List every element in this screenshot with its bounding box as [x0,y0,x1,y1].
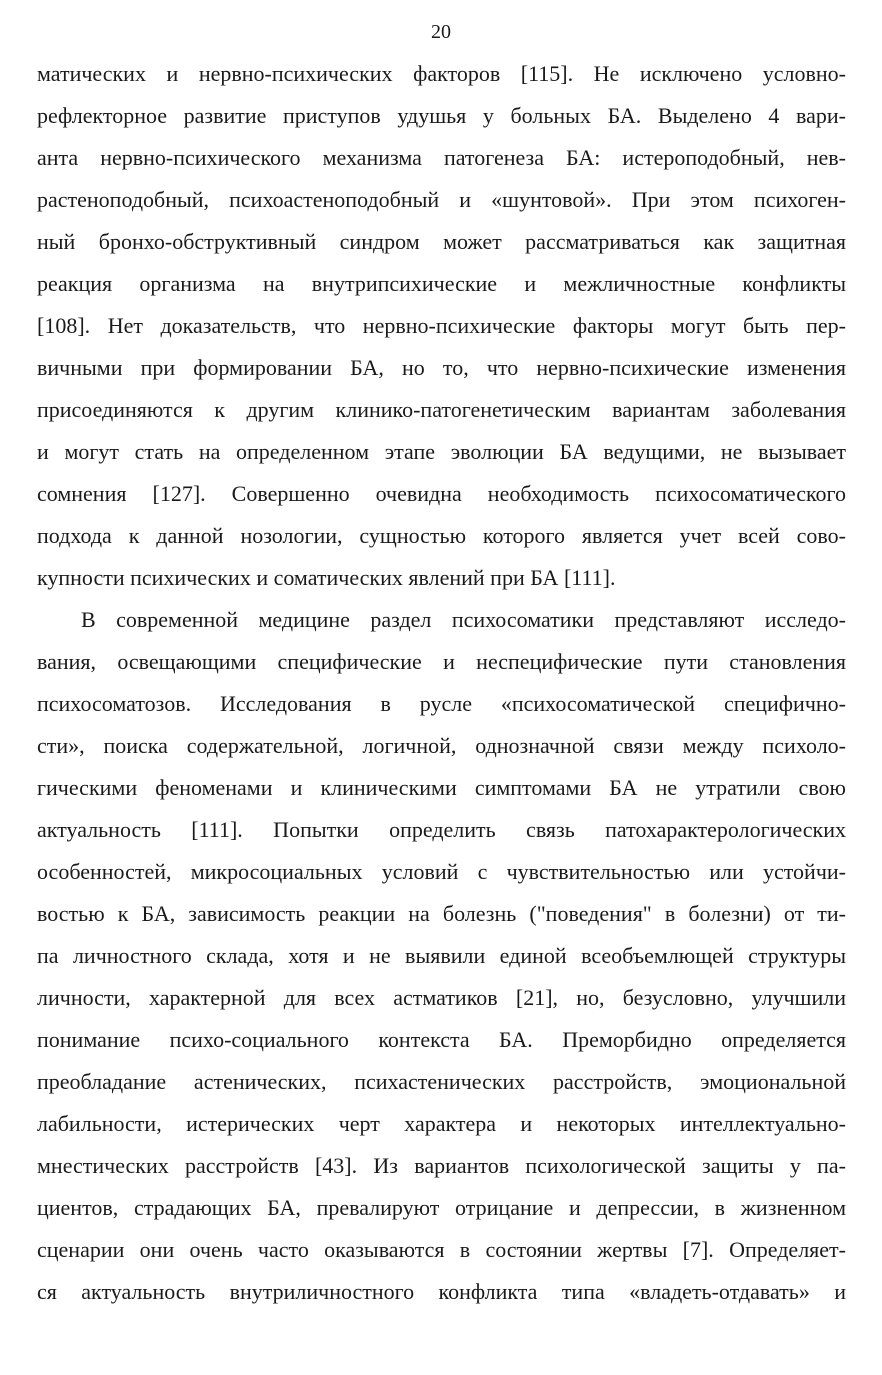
text-line: анта нервно-психического механизма патогенеза БА: истероподобный, нев- [37,145,846,170]
text-line: сомнения [127]. Совершенно очевидна необходимость психосоматического [37,481,846,506]
text-line: лабильности, истерических черт характера и некоторых интеллектуально- [37,1111,846,1136]
text-line: ся актуальность внутриличностного конфликта типа «владеть-отдавать» и [37,1279,846,1304]
text-line: и могут стать на определенном этапе эволюции БА ведущими, не вызывает [37,439,846,464]
text-line: рефлекторное развитие приступов удушья у больных БА. Выделено 4 вари- [37,103,846,128]
text-line: востью к БА, зависимость реакции на болезнь ("поведения" в болезни) от ти- [37,901,846,926]
text-line: мнестических расстройств [43]. Из вариантов психологической защиты у па- [37,1153,846,1178]
text-line: актуальность [111]. Попытки определить связь патохарактерологических [37,817,846,842]
text-line: преобладание астенических, психастенических расстройств, эмоциональной [37,1069,846,1094]
text-line: психосоматозов. Исследования в русле «психосоматической специфично- [37,691,846,716]
body-text [37,56,846,1316]
text-line: особенностей, микросоциальных условий с чувствительностью или устойчи- [37,859,846,884]
text-line: присоединяются к другим клинико-патогенетическим вариантам заболевания [37,397,846,422]
text-line: личности, характерной для всех астматиков [21], но, безусловно, улучшили [37,985,846,1010]
text-line: сти», поиска содержательной, логичной, однозначной связи между психоло- [37,733,846,758]
page-number: 20 [431,21,451,43]
text-line: В современной медицине раздел психосоматики представляют исследо- [81,607,846,632]
text-line: сценарии они очень часто оказываются в состоянии жертвы [7]. Определяет- [37,1237,846,1262]
text-line: матических и нервно-психических факторов [115]. Не исключено условно- [37,61,846,86]
text-line: подхода к данной нозологии, сущностью которого является учет всей сово- [37,523,846,548]
text-line: вания, освещающими специфические и неспецифические пути становления [37,649,846,674]
paragraph-2 [37,602,846,1316]
text-line: купности психических и соматических явлений при БА [111]. [37,565,616,590]
text-line: [108]. Нет доказательств, что нервно-психические факторы могут быть пер- [37,313,846,338]
text-line: па личностного склада, хотя и не выявили единой всеобъемлющей структуры [37,943,846,968]
text-line: вичными при формировании БА, но то, что нервно-психические изменения [37,355,846,380]
text-line: циентов, страдающих БА, превалируют отрицание и депрессии, в жизненном [37,1195,846,1220]
paragraph-1 [37,56,846,602]
text-line: реакция организма на внутрипсихические и межличностные конфликты [37,271,846,296]
text-line: растеноподобный, психоастеноподобный и «шунтовой». При этом психоген- [37,187,846,212]
text-line: ный бронхо-обструктивный синдром может рассматриваться как защитная [37,229,846,254]
text-line: понимание психо-социального контекста БА. Преморбидно определяется [37,1027,846,1052]
text-line: гическими феноменами и клиническими симптомами БА не утратили свою [37,775,846,800]
